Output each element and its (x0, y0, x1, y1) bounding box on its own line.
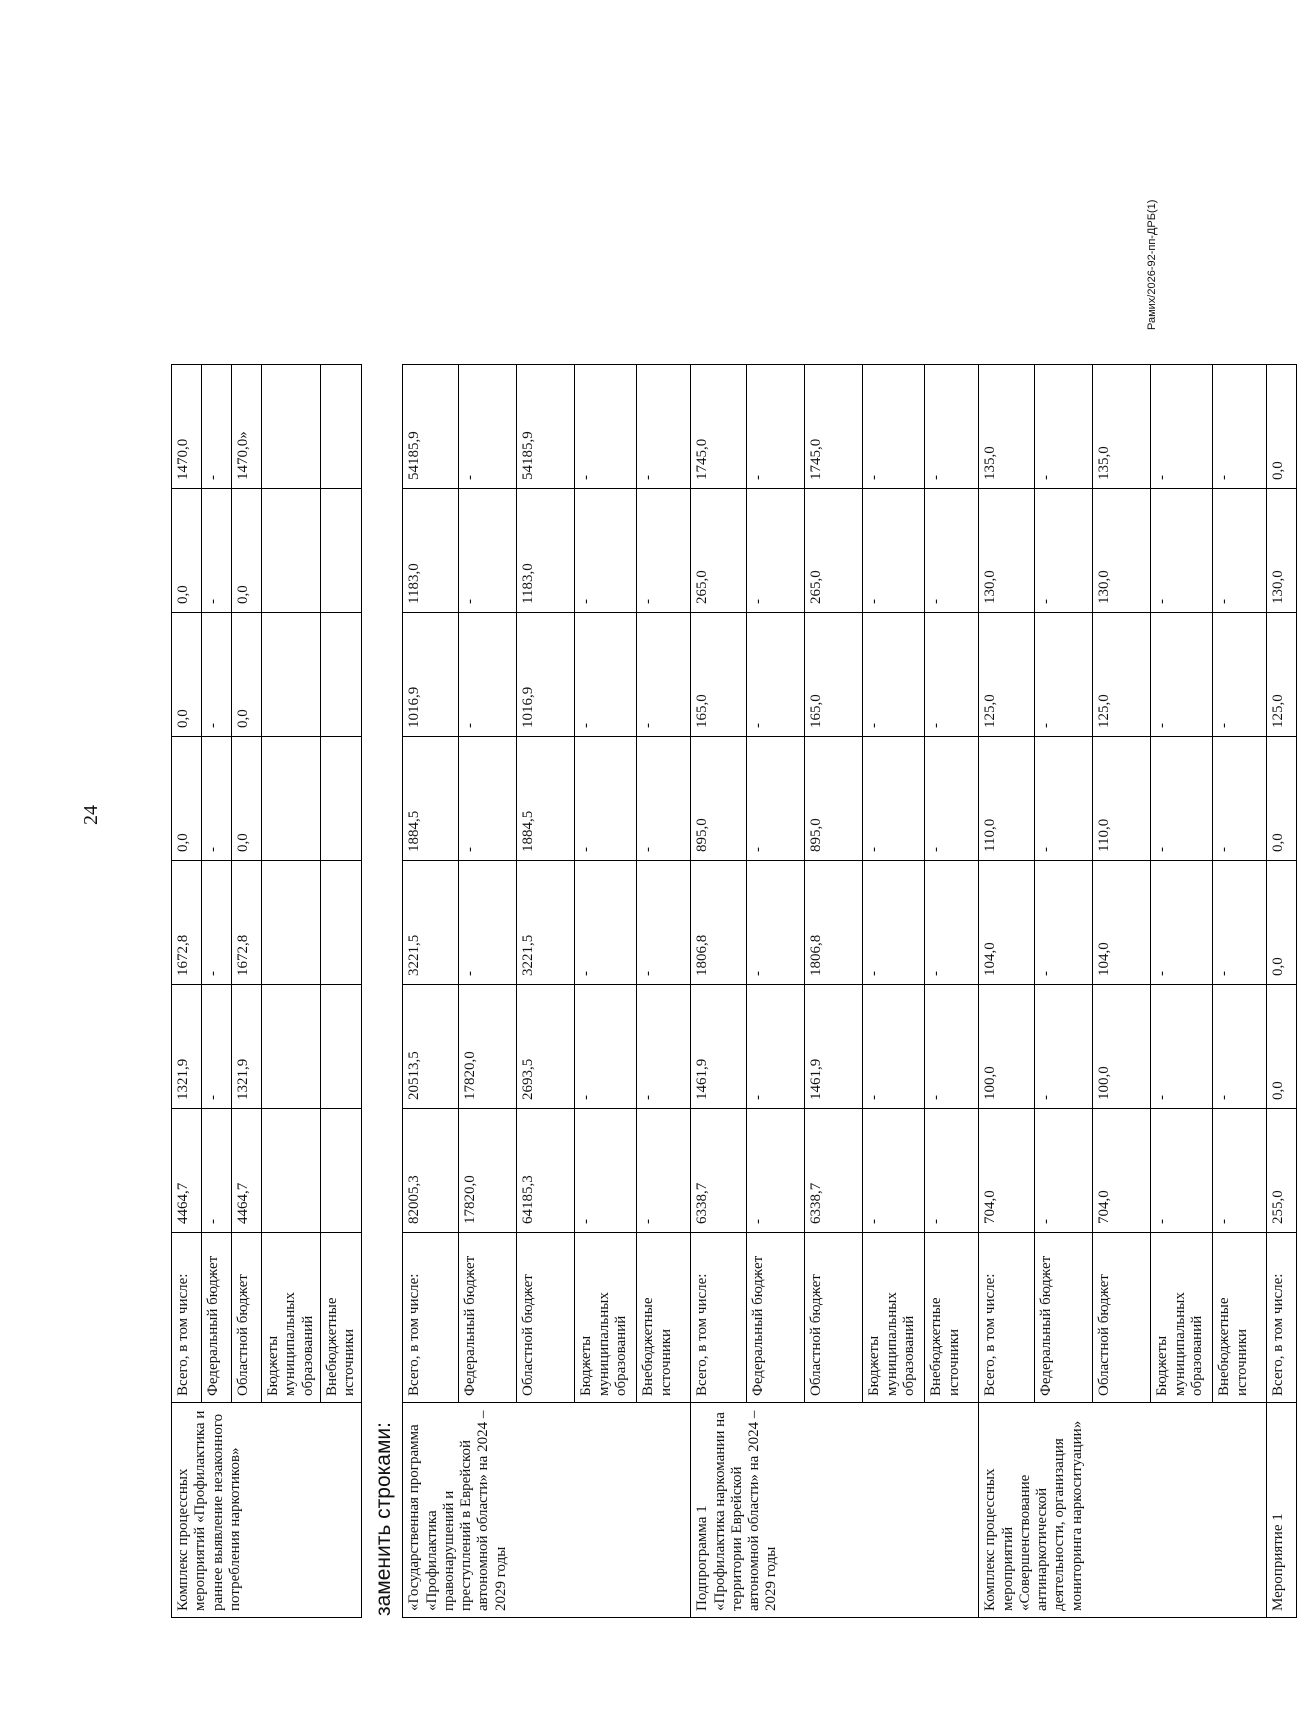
amount-cell: 0,0 (232, 489, 262, 613)
amount-cell: - (459, 737, 517, 861)
program-name-cell: Комплекс процессных мероприятий «Профилактика и раннее выявление незаконного потребления наркотиков» (172, 1403, 362, 1618)
funding-source-cell: Областной бюджет (232, 1233, 262, 1403)
amount-cell: 704,0 (1093, 1109, 1151, 1233)
amount-cell: 1461,9 (805, 985, 863, 1109)
amount-cell: 110,0 (979, 737, 1035, 861)
funding-source-cell: Бюджеты муниципальных образований (575, 1233, 637, 1403)
amount-cell: - (202, 985, 232, 1109)
rotated-page-content (171, 86, 1287, 1618)
top-table (171, 364, 362, 1618)
amount-cell: - (202, 613, 232, 737)
amount-cell: - (459, 489, 517, 613)
table-row (1267, 365, 1297, 1618)
amount-cell: 135,0 (979, 365, 1035, 489)
funding-source-cell: Всего, в том числе: (172, 1233, 202, 1403)
funding-source-cell: Внебюджетные источники (1213, 1233, 1267, 1403)
amount-cell: 104,0 (979, 861, 1035, 985)
funding-source-cell: Всего, в том числе: (1267, 1233, 1297, 1403)
amount-cell: - (863, 737, 925, 861)
amount-cell: 6338,7 (691, 1109, 747, 1233)
amount-cell: - (1213, 737, 1267, 861)
funding-source-cell: Бюджеты муниципальных образований (262, 1233, 321, 1403)
amount-cell: 1461,9 (691, 985, 747, 1109)
amount-cell: - (637, 861, 691, 985)
amount-cell: - (925, 985, 979, 1109)
amount-cell: - (575, 365, 637, 489)
amount-cell: - (1035, 737, 1093, 861)
funding-source-cell: Федеральный бюджет (459, 1233, 517, 1403)
amount-cell: 130,0 (1093, 489, 1151, 613)
funding-source-cell: Федеральный бюджет (747, 1233, 805, 1403)
amount-cell (262, 365, 321, 489)
amount-cell: - (747, 489, 805, 613)
amount-cell: - (863, 489, 925, 613)
amount-cell: - (925, 613, 979, 737)
amount-cell (320, 365, 362, 489)
program-name-cell: «Государственная программа «Профилактика правонарушений и преступлений в Еврейской автономной области» на 2024 – 2029 годы (403, 1403, 691, 1618)
amount-cell: - (202, 1109, 232, 1233)
funding-source-cell: Областной бюджет (1093, 1233, 1151, 1403)
amount-cell (320, 861, 362, 985)
amount-cell: 135,0 (1093, 365, 1151, 489)
amount-cell (262, 861, 321, 985)
amount-cell: 0,0 (1267, 737, 1297, 861)
amount-cell: - (1035, 365, 1093, 489)
amount-cell: 125,0 (979, 613, 1035, 737)
amount-cell: 100,0 (979, 985, 1035, 1109)
amount-cell: 1806,8 (805, 861, 863, 985)
amount-cell (262, 1109, 321, 1233)
amount-cell: - (1151, 613, 1213, 737)
amount-cell: - (1151, 1109, 1213, 1233)
amount-cell: - (575, 861, 637, 985)
amount-cell: 82005,3 (403, 1109, 459, 1233)
amount-cell: - (925, 1109, 979, 1233)
table-row (172, 365, 202, 1618)
table-row (979, 365, 1035, 1618)
amount-cell: 2693,5 (517, 985, 575, 1109)
amount-cell: 130,0 (1267, 489, 1297, 613)
amount-cell: - (1035, 1109, 1093, 1233)
amount-cell: - (637, 613, 691, 737)
amount-cell (262, 737, 321, 861)
funding-source-cell: Внебюджетные источники (925, 1233, 979, 1403)
amount-cell: 1745,0 (805, 365, 863, 489)
funding-source-cell: Бюджеты муниципальных образований (863, 1233, 925, 1403)
amount-cell: - (575, 613, 637, 737)
amount-cell: - (202, 737, 232, 861)
amount-cell: 125,0 (1093, 613, 1151, 737)
amount-cell: 104,0 (1093, 861, 1151, 985)
funding-source-cell: Всего, в том числе: (979, 1233, 1035, 1403)
amount-cell: - (575, 489, 637, 613)
program-name-cell: Подпрограмма 1 «Профилактика наркомании на территории Еврейской автономной области» на 2024 – 2029 годы (691, 1403, 979, 1618)
amount-cell: - (925, 861, 979, 985)
amount-cell (262, 489, 321, 613)
amount-cell: - (1151, 365, 1213, 489)
amount-cell: 1470,0 (172, 365, 202, 489)
amount-cell: 895,0 (805, 737, 863, 861)
amount-cell: 110,0 (1093, 737, 1151, 861)
amount-cell: 1183,0 (403, 489, 459, 613)
amount-cell: - (202, 489, 232, 613)
amount-cell: - (1151, 985, 1213, 1109)
amount-cell: - (459, 613, 517, 737)
amount-cell: 1745,0 (691, 365, 747, 489)
amount-cell: - (637, 365, 691, 489)
amount-cell: 100,0 (1093, 985, 1151, 1109)
amount-cell (320, 489, 362, 613)
amount-cell: 1321,9 (172, 985, 202, 1109)
amount-cell: 265,0 (805, 489, 863, 613)
funding-source-cell: Внебюджетные источники (320, 1233, 362, 1403)
amount-cell: 895,0 (691, 737, 747, 861)
amount-cell (320, 1109, 362, 1233)
section-heading: заменить строками: (372, 1422, 396, 1616)
amount-cell: 1470,0» (232, 365, 262, 489)
amount-cell: 0,0 (172, 613, 202, 737)
amount-cell: - (747, 737, 805, 861)
amount-cell: 0,0 (1267, 861, 1297, 985)
table-row (403, 365, 459, 1618)
amount-cell: 1672,8 (172, 861, 202, 985)
main-table (402, 364, 1297, 1618)
amount-cell: - (202, 861, 232, 985)
amount-cell: 6338,7 (805, 1109, 863, 1233)
amount-cell: - (1213, 365, 1267, 489)
amount-cell: - (637, 985, 691, 1109)
amount-cell: 130,0 (979, 489, 1035, 613)
amount-cell: 0,0 (232, 613, 262, 737)
amount-cell: 1806,8 (691, 861, 747, 985)
amount-cell: 20513,5 (403, 985, 459, 1109)
amount-cell: 1016,9 (403, 613, 459, 737)
program-name-cell: Комплекс процессных мероприятий «Совершенствование антинаркотической деятельности, организация мониторинга наркоситуации» (979, 1403, 1267, 1618)
amount-cell: 64185,3 (517, 1109, 575, 1233)
amount-cell: - (1035, 489, 1093, 613)
amount-cell: - (1213, 613, 1267, 737)
funding-source-cell: Всего, в том числе: (691, 1233, 747, 1403)
funding-source-cell: Внебюджетные источники (637, 1233, 691, 1403)
amount-cell: - (575, 737, 637, 861)
amount-cell: 1321,9 (232, 985, 262, 1109)
amount-cell: 255,0 (1267, 1109, 1297, 1233)
amount-cell: - (1151, 861, 1213, 985)
amount-cell: - (925, 365, 979, 489)
amount-cell: - (575, 1109, 637, 1233)
document-code: Рамих/2026-92-пп-ДРБ(1) (1146, 199, 1158, 330)
amount-cell: 0,0 (172, 489, 202, 613)
amount-cell: - (747, 861, 805, 985)
funding-source-cell: Всего, в том числе: (403, 1233, 459, 1403)
amount-cell: - (1035, 861, 1093, 985)
amount-cell: 265,0 (691, 489, 747, 613)
amount-cell: 17820,0 (459, 1109, 517, 1233)
amount-cell: 1884,5 (517, 737, 575, 861)
amount-cell: 54185,9 (517, 365, 575, 489)
amount-cell: - (747, 365, 805, 489)
amount-cell: - (925, 737, 979, 861)
amount-cell: 165,0 (691, 613, 747, 737)
amount-cell: - (637, 489, 691, 613)
amount-cell: - (637, 1109, 691, 1233)
amount-cell: 3221,5 (403, 861, 459, 985)
amount-cell (320, 985, 362, 1109)
program-name-cell: Мероприятие 1 (1267, 1403, 1297, 1618)
funding-source-cell: Федеральный бюджет (1035, 1233, 1093, 1403)
amount-cell: - (1035, 613, 1093, 737)
amount-cell (262, 985, 321, 1109)
amount-cell: 1884,5 (403, 737, 459, 861)
amount-cell: - (863, 1109, 925, 1233)
amount-cell: - (575, 985, 637, 1109)
amount-cell: 1016,9 (517, 613, 575, 737)
amount-cell: 0,0 (232, 737, 262, 861)
amount-cell: - (863, 861, 925, 985)
amount-cell: - (1151, 489, 1213, 613)
amount-cell: 165,0 (805, 613, 863, 737)
amount-cell: 0,0 (172, 737, 202, 861)
amount-cell: - (202, 365, 232, 489)
amount-cell: 1183,0 (517, 489, 575, 613)
funding-source-cell: Областной бюджет (517, 1233, 575, 1403)
amount-cell: 1672,8 (232, 861, 262, 985)
amount-cell: - (1213, 861, 1267, 985)
funding-source-cell: Областной бюджет (805, 1233, 863, 1403)
amount-cell: 0,0 (1267, 365, 1297, 489)
amount-cell: - (863, 985, 925, 1109)
amount-cell: - (863, 613, 925, 737)
amount-cell: - (863, 365, 925, 489)
amount-cell (320, 737, 362, 861)
amount-cell (320, 613, 362, 737)
amount-cell: 125,0 (1267, 613, 1297, 737)
amount-cell: - (637, 737, 691, 861)
amount-cell: 704,0 (979, 1109, 1035, 1233)
amount-cell: - (1213, 489, 1267, 613)
amount-cell: - (925, 489, 979, 613)
funding-source-cell: Бюджеты муниципальных образований (1151, 1233, 1213, 1403)
amount-cell: 0,0 (1267, 985, 1297, 1109)
amount-cell: 3221,5 (517, 861, 575, 985)
amount-cell: - (459, 861, 517, 985)
amount-cell: - (1213, 1109, 1267, 1233)
amount-cell: - (747, 613, 805, 737)
amount-cell: - (747, 985, 805, 1109)
funding-source-cell: Федеральный бюджет (202, 1233, 232, 1403)
amount-cell: 4464,7 (232, 1109, 262, 1233)
amount-cell: 17820,0 (459, 985, 517, 1109)
amount-cell: - (1035, 985, 1093, 1109)
amount-cell: 54185,9 (403, 365, 459, 489)
amount-cell: - (1213, 985, 1267, 1109)
amount-cell: 4464,7 (172, 1109, 202, 1233)
amount-cell: - (459, 365, 517, 489)
page-number: 24 (80, 805, 102, 825)
table-row (691, 365, 747, 1618)
amount-cell: - (747, 1109, 805, 1233)
amount-cell: - (1151, 737, 1213, 861)
amount-cell (262, 613, 321, 737)
